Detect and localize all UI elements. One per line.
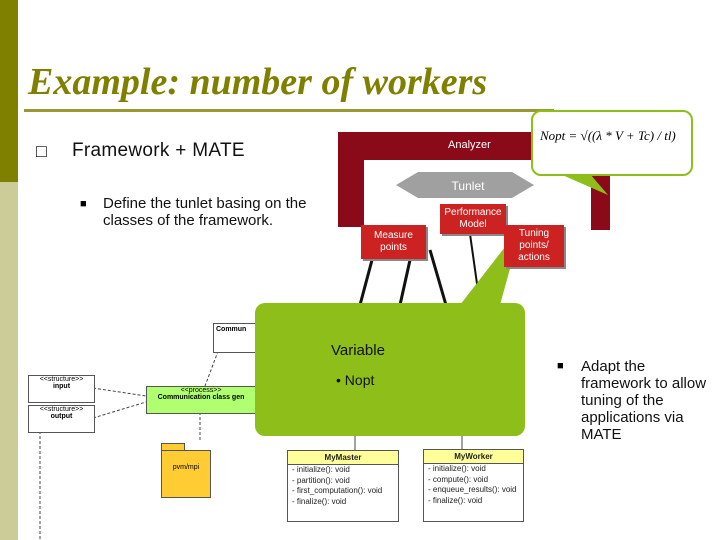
uml-input-name: input <box>52 383 71 390</box>
bullet-main: Framework + MATE <box>72 140 245 161</box>
tunlet-label: Tunlet <box>451 179 485 193</box>
uml-pvm-package <box>161 450 211 498</box>
square-bullet-icon: ■ <box>557 360 564 372</box>
analyzer-label: Analyzer <box>448 139 491 151</box>
uml-comm-stereo: <<process>> <box>180 387 222 394</box>
uml-commun-class <box>213 323 257 353</box>
uml-method: - finalize(): void <box>292 496 347 506</box>
uml-commun-name: Commun <box>216 326 247 333</box>
uml-worker-class <box>423 449 524 522</box>
uml-output-name: output <box>50 413 73 420</box>
formula-tail <box>560 174 608 195</box>
uml-output-class <box>28 405 95 433</box>
tuning-points-box: Tuning points/ actions <box>504 225 564 267</box>
performance-model-box: Performance Model <box>440 204 506 234</box>
uml-method: - initialize(): void <box>292 465 350 474</box>
slide-title: Example: number of workers <box>28 61 488 103</box>
measure-points-box: Measure points <box>361 225 426 259</box>
uml-connector <box>93 402 146 418</box>
uml-worker-name: MyWorker <box>424 450 523 464</box>
uml-method: - first_computation(): void <box>292 486 383 495</box>
callout-item: • Nopt <box>336 372 375 388</box>
variable-callout <box>255 303 525 436</box>
uml-output-stereo: <<structure>> <box>39 406 84 413</box>
uml-method: - partition(): void <box>292 475 350 485</box>
formula-text: Nopt = √((λ * V + Tc) / tl) <box>540 128 676 143</box>
connector-line <box>400 260 410 305</box>
uml-input-class <box>28 375 95 403</box>
uml-method: - enqueue_results(): void <box>428 485 517 494</box>
uml-method: - initialize(): void <box>428 464 486 473</box>
square-bullet-icon: □ <box>36 141 47 161</box>
connector-line <box>360 260 372 305</box>
bullet-right: Adapt the framework to allow tuning of the applications via MATE <box>581 358 707 443</box>
uml-master-class <box>287 450 399 522</box>
uml-method: - finalize(): void <box>428 495 483 505</box>
callout-title: Variable <box>331 342 385 359</box>
uml-communication-class <box>146 386 256 414</box>
square-bullet-icon: ■ <box>80 198 87 210</box>
uml-pvm-name: pvm/mpi <box>172 464 200 471</box>
uml-input-stereo: <<structure>> <box>39 376 84 383</box>
uml-connector <box>93 388 146 396</box>
uml-master-name: MyMaster <box>288 451 398 465</box>
uml-method: - compute(): void <box>428 474 489 484</box>
uml-comm-name: Communication class gen <box>157 394 245 401</box>
connector-line <box>430 250 446 305</box>
bullet-sub: Define the tunlet basing on the classes of the framework. <box>103 195 307 229</box>
